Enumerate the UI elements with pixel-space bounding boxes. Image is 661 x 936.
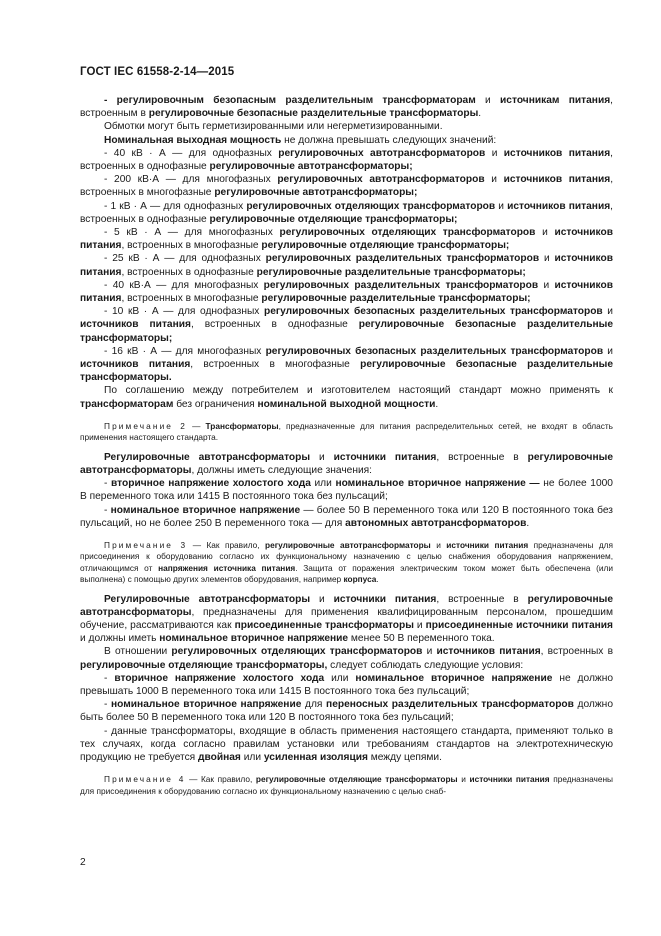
term-bold: Трансформаторы (205, 420, 279, 431)
note-paragraph (80, 540, 613, 586)
text-run: , встроенных в многофазные (121, 240, 262, 252)
note-paragraph (80, 421, 613, 444)
text-run: между цепями. (367, 751, 442, 763)
text-run: , встроенных в однофазные (190, 319, 359, 331)
text-run: - 25 кВ · А — для однофазных (104, 253, 266, 265)
body-paragraph (80, 94, 613, 120)
term-bold: регулировочных безопасных разделительных трансформаторов (263, 306, 603, 318)
text-run: не более 1000 В переменного тока или 1415 В постоянного тока без пульсаций; (80, 478, 613, 503)
term-bold: регулировочных отделяющих трансформаторов (171, 646, 423, 658)
term-bold: источников питания (80, 279, 613, 305)
term-bold: регулировочные отделяющие трансформаторы; (261, 240, 510, 252)
body-paragraph (80, 384, 613, 410)
text-run: или (240, 751, 264, 763)
text-run: В отношении (104, 646, 172, 658)
term-bold: источников питания (80, 319, 191, 331)
term-bold: номинальной выходной мощности (257, 398, 436, 410)
page-number: 2 (80, 857, 86, 868)
text-run: и должны иметь (80, 633, 160, 645)
term-bold: источников питания (503, 147, 611, 159)
note-paragraph (80, 774, 613, 797)
text-run: , встроенных в многофазные (80, 174, 614, 199)
term-bold: напряжения источника питания (158, 562, 296, 573)
text-run: и (539, 253, 555, 265)
text-run: и (457, 774, 470, 785)
term-bold: источники питания (446, 539, 529, 550)
term-bold: автономных автотрансформаторов (345, 517, 527, 529)
term-bold: номинальное вторичное напряжение (111, 699, 302, 711)
text-run: для (301, 699, 327, 711)
term-bold: регулировочные безопасные разделительные трансформаторы; (80, 319, 614, 344)
text-run: и (422, 646, 437, 658)
text-run: или (310, 478, 336, 490)
text-run: и (430, 539, 447, 550)
text-run: - 200 кВ·А — для многофазных (104, 174, 278, 186)
text-run: - 40 кВ·А — для многофазных (104, 279, 264, 291)
term-bold: регулировочных отделяющих трансформаторов (279, 227, 536, 239)
text-run: . (435, 398, 439, 410)
term-bold: источников питания (80, 359, 191, 371)
text-run: , встроенных в однофазные (80, 147, 613, 173)
term-bold: переносных разделительных трансформаторов (326, 699, 574, 711)
term-bold: источники питания (333, 593, 437, 605)
text-run: - данные трансформаторы, входящие в область применения настоящего стандарта, применяют только в тех случаях, когда согласно правилам установки или требованиям стандартов на электротехническую продукцию не требуется (80, 725, 613, 763)
text-run: - 40 кВ · А — для однофазных (104, 147, 279, 159)
term-bold: вторичное напряжение холостого хода (114, 672, 325, 684)
text-run: , встроенным в (80, 95, 613, 120)
term-bold: регулировочные отделяющие трансформаторы (255, 774, 458, 785)
text-run: и (484, 174, 504, 186)
text-run: — более 50 В переменного тока или 120 В постоянного тока без пульсаций, но не более 250 В переменного тока — для (80, 504, 613, 529)
term-bold: номинальное вторичное напряжение — (335, 478, 540, 490)
body-paragraph (80, 173, 613, 199)
term-bold: источников питания (80, 253, 613, 278)
body-paragraph (80, 226, 613, 252)
text-run: или (324, 672, 356, 684)
text-run: , встроенные в (436, 593, 528, 605)
text-run: и (602, 306, 613, 318)
term-bold: регулировочные разделительные трансформаторы; (256, 266, 526, 278)
term-bold: номинальное вторичное напряжение (110, 504, 301, 516)
text-run: и (475, 95, 501, 106)
text-run: , предназначенные для питания распределительных сетей, не входят в область применения настоящего стандарта. (80, 420, 613, 443)
text-run: — Как правило, (185, 774, 256, 785)
body-paragraph (80, 698, 613, 724)
term-bold: номинальное вторичное напряжение (159, 633, 349, 645)
text-run: - (104, 504, 111, 516)
text-run: - (104, 478, 112, 490)
text-run: не должна превышать следующих значений: (281, 134, 497, 146)
term-bold: источникам питания (500, 95, 611, 106)
text-run: - 1 кВ · А — для однофазных (104, 200, 247, 212)
text-run: предназначены для присоединения к оборудованию согласно их функциональному назначению с целью снаб- (80, 774, 613, 796)
term-bold: регулировочные отделяющие трансформаторы; (209, 213, 458, 225)
text-run: , встроенных в (540, 646, 613, 658)
text-run: , встроенные в (436, 451, 528, 463)
body-paragraph (80, 279, 613, 305)
term-bold: регулировочных безопасных разделительных трансформаторов (265, 345, 604, 357)
term-bold: Регулировочные автотрансформаторы (104, 593, 311, 605)
body-paragraph (80, 147, 613, 173)
term-bold: регулировочные автотрансформаторы; (214, 187, 418, 199)
term-bold: регулировочных отделяющих трансформаторов (246, 200, 496, 212)
text-run: и (310, 451, 334, 463)
text-run: и (495, 200, 508, 212)
body-paragraph (80, 477, 613, 503)
body-paragraph (80, 305, 613, 345)
body-paragraph (80, 672, 613, 698)
text-run: не должно превышать 1000 В переменного тока или 1415 В постоянного тока без пульсаций; (80, 672, 613, 697)
term-bold: источников питания (503, 174, 611, 186)
term-bold: вторичное напряжение холостого хода (111, 478, 311, 490)
term-bold: регулировочные автотрансформаторы (265, 539, 431, 550)
term-bold: корпуса (343, 574, 377, 585)
text-run: , встроенных в однофазные (80, 200, 613, 225)
text-run: . (526, 517, 530, 529)
text-run: и (485, 147, 504, 159)
term-bold: присоединенные трансформаторы (234, 619, 414, 631)
term-bold: источники питания (469, 774, 550, 785)
text-run: , предназначены для применения квалифицированным персоналом, прошедшим обучение, рассматриваются как (80, 606, 613, 631)
term-bold: регулировочных разделительных трансформаторов (263, 279, 539, 291)
text-run: Обмотки могут быть герметизированными или негерметизированными. (104, 121, 443, 133)
body-paragraph (80, 120, 613, 133)
term-bold: Регулировочные автотрансформаторы (104, 451, 311, 463)
term-bold: номинальное вторичное напряжение (355, 672, 553, 684)
text-run: следует соблюдать следующие условия: (327, 659, 524, 671)
text-run: и (535, 227, 555, 239)
term-bold: регулировочные отделяющие трансформаторы, (80, 659, 328, 671)
text-run: без ограничения (173, 398, 258, 410)
term-bold: регулировочные автотрансформаторы (80, 593, 613, 618)
document-body (80, 94, 613, 804)
body-paragraph (80, 451, 613, 477)
text-run: , должны иметь следующие значения: (191, 464, 372, 476)
term-bold: источников питания (80, 227, 613, 252)
text-run: , встроенных в многофазные (121, 293, 262, 305)
term-bold: регулировочные автотрансформаторы (80, 451, 613, 476)
term-bold: регулировочных автотрансформаторов (278, 147, 486, 159)
text-run: . (376, 574, 379, 585)
term-bold: Номинальная выходная мощность (104, 134, 282, 146)
term-bold: регулировочные безопасные разделительные трансформаторы. (80, 359, 613, 384)
term-bold: регулировочные автотрансформаторы; (209, 161, 413, 173)
note-label: Примечание 4 (104, 774, 186, 785)
body-paragraph (80, 345, 613, 385)
text-run: менее 50 В переменного тока. (348, 633, 495, 645)
text-run: - 16 кВ · А — для многофазных (104, 345, 266, 357)
body-paragraph (80, 645, 613, 671)
term-bold: регулировочных автотрансформаторов (277, 174, 485, 186)
standard-header: ГОСТ IEC 61558-2-14—2015 (80, 66, 235, 78)
text-run: — Как правило, (187, 539, 266, 550)
text-run: и (413, 619, 426, 631)
note-label: Примечание 3 (104, 539, 188, 550)
term-bold: - регулировочным безопасным разделительным трансформаторам (104, 95, 476, 106)
text-run: , встроенных в многофазные (190, 359, 361, 371)
term-bold: регулировочных разделительных трансформаторов (265, 253, 540, 265)
body-paragraph (80, 134, 613, 147)
text-run: . (478, 108, 482, 120)
text-run: и (603, 345, 613, 357)
note-label: Примечание 2 (104, 420, 187, 431)
body-paragraph (80, 593, 613, 646)
term-bold: источников питания (507, 200, 611, 212)
text-run: и (310, 593, 334, 605)
term-bold: усиленная изоляция (263, 751, 368, 763)
body-paragraph (80, 252, 613, 278)
text-run: - (104, 672, 115, 684)
text-run: предназначены для присоединения к оборудованию согласно их функциональному назначению с целью снабжения оборудования напряжением, отличающимся от (80, 539, 614, 573)
text-run: , встроенных в однофазные (121, 266, 257, 278)
text-run: По соглашению между потребителем и изготовителем настоящий стандарт можно применять к (104, 385, 613, 397)
term-bold: двойная (198, 751, 241, 763)
body-paragraph (80, 504, 613, 530)
text-run: — (186, 420, 206, 431)
text-run: - 5 кВ · А — для многофазных (104, 227, 280, 239)
body-paragraph (80, 725, 613, 765)
term-bold: регулировочные разделительные трансформаторы; (261, 293, 531, 305)
term-bold: источников питания (436, 646, 541, 658)
term-bold: трансформаторам (80, 398, 174, 410)
term-bold: регулировочные безопасные разделительные трансформаторы (148, 108, 479, 120)
text-run: . Защита от поражения электрическим током может быть обеспечена (или выполнена) с помощью других элементов оборудования, например (80, 562, 613, 585)
text-run: - 10 кВ · А — для однофазных (104, 306, 264, 318)
term-bold: присоединенные источники питания (425, 619, 614, 631)
text-run: должно быть более 50 В переменного тока или 120 В постоянного тока без пульсаций; (80, 699, 613, 724)
body-paragraph (80, 200, 613, 226)
text-run: и (538, 279, 555, 291)
text-run: - (104, 699, 112, 711)
term-bold: источники питания (333, 451, 437, 463)
